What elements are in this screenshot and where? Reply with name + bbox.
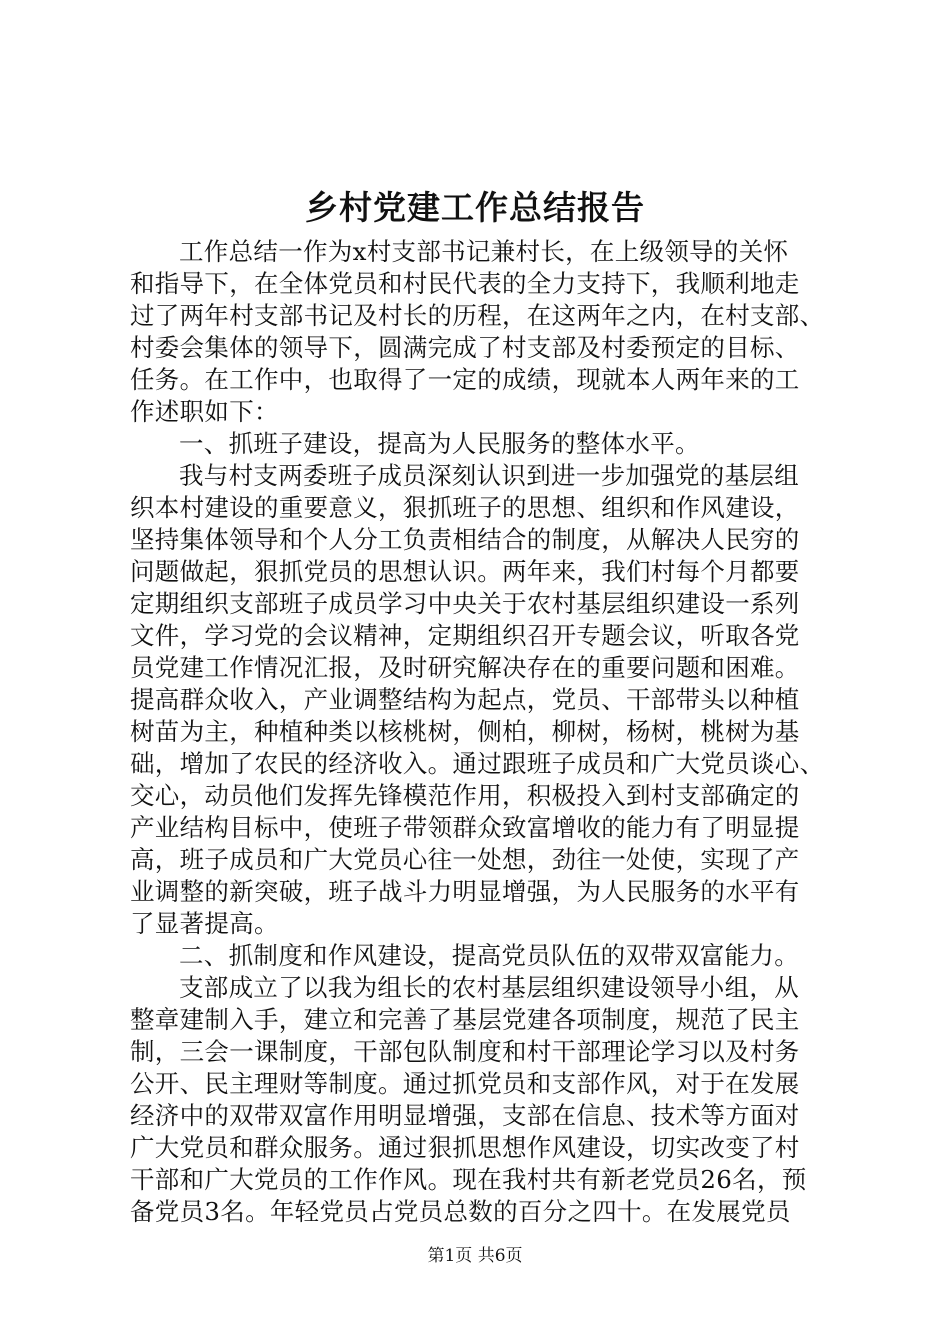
- body-line: 工作总结一作为x村支部书记兼村长，在上级领导的关怀: [179, 237, 789, 266]
- body-line: 织本村建设的重要意义，狠抓班子的思想、组织和作风建设，: [130, 493, 800, 522]
- body-line: 过了两年村支部书记及村长的历程，在这两年之内，在村支部、: [130, 301, 825, 330]
- body-line: 干部和广大党员的工作作风。现在我村共有新老党员26名，预: [130, 1165, 807, 1194]
- body-line: 整章建制入手，建立和完善了基层党建各项制度，规范了民主: [130, 1005, 800, 1034]
- section-heading: 一、抓班子建设，提高为人民服务的整体水平。: [179, 429, 700, 458]
- body-line: 广大党员和群众服务。通过狠抓思想作风建设，切实改变了村: [130, 1133, 800, 1162]
- body-line: 树苗为主，种植种类以核桃树，侧柏，柳树，杨树，桃树为基: [130, 717, 800, 746]
- section-heading: 二、抓制度和作风建设，提高党员队伍的双带双富能力。: [179, 941, 799, 970]
- body-line: 定期组织支部班子成员学习中央关于农村基层组织建设一系列: [130, 589, 800, 618]
- document-title: 乡村党建工作总结报告: [305, 188, 645, 227]
- body-line: 支部成立了以我为组长的农村基层组织建设领导小组，从: [179, 973, 799, 1002]
- body-line: 坚持集体领导和个人分工负责相结合的制度，从解决人民穷的: [130, 525, 800, 554]
- body-line: 了显著提高。: [130, 909, 279, 938]
- page-footer: 第1页 共6页: [427, 1246, 523, 1266]
- body-line: 任务。在工作中，也取得了一定的成绩，现就本人两年来的工: [130, 365, 800, 394]
- body-line: 高，班子成员和广大党员心往一处想，劲往一处使，实现了产: [130, 845, 800, 874]
- body-line: 问题做起，狠抓党员的思想认识。两年来，我们村每个月都要: [130, 557, 800, 586]
- body-line: 公开、民主理财等制度。通过抓党员和支部作风，对于在发展: [130, 1069, 800, 1098]
- body-line: 提高群众收入，产业调整结构为起点，党员、干部带头以种植: [130, 685, 800, 714]
- document-body: [130, 236, 830, 1228]
- body-line: 业调整的新突破，班子战斗力明显增强，为人民服务的水平有: [130, 877, 800, 906]
- body-line: 作述职如下：: [130, 397, 279, 426]
- body-line: 交心，动员他们发挥先锋模范作用，积极投入到村支部确定的: [130, 781, 800, 810]
- body-line: 制，三会一课制度，干部包队制度和村干部理论学习以及村务: [130, 1037, 800, 1066]
- body-line: 经济中的双带双富作用明显增强，支部在信息、技术等方面对: [130, 1101, 800, 1130]
- body-line: 产业结构目标中，使班子带领群众致富增收的能力有了明显提: [130, 813, 800, 842]
- body-line: 备党员3名。年轻党员占党员总数的百分之四十。在发展党员: [130, 1197, 791, 1226]
- body-line: 和指导下，在全体党员和村民代表的全力支持下，我顺利地走: [130, 269, 800, 298]
- body-line: 文件，学习党的会议精神，定期组织召开专题会议，听取各党: [130, 621, 800, 650]
- body-line: 村委会集体的领导下，圆满完成了村支部及村委预定的目标、: [130, 333, 800, 362]
- body-line: 我与村支两委班子成员深刻认识到进一步加强党的基层组: [179, 461, 799, 490]
- body-line: 员党建工作情况汇报，及时研究解决存在的重要问题和困难。: [130, 653, 800, 682]
- body-line: 础，增加了农民的经济收入。通过跟班子成员和广大党员谈心、: [130, 749, 825, 778]
